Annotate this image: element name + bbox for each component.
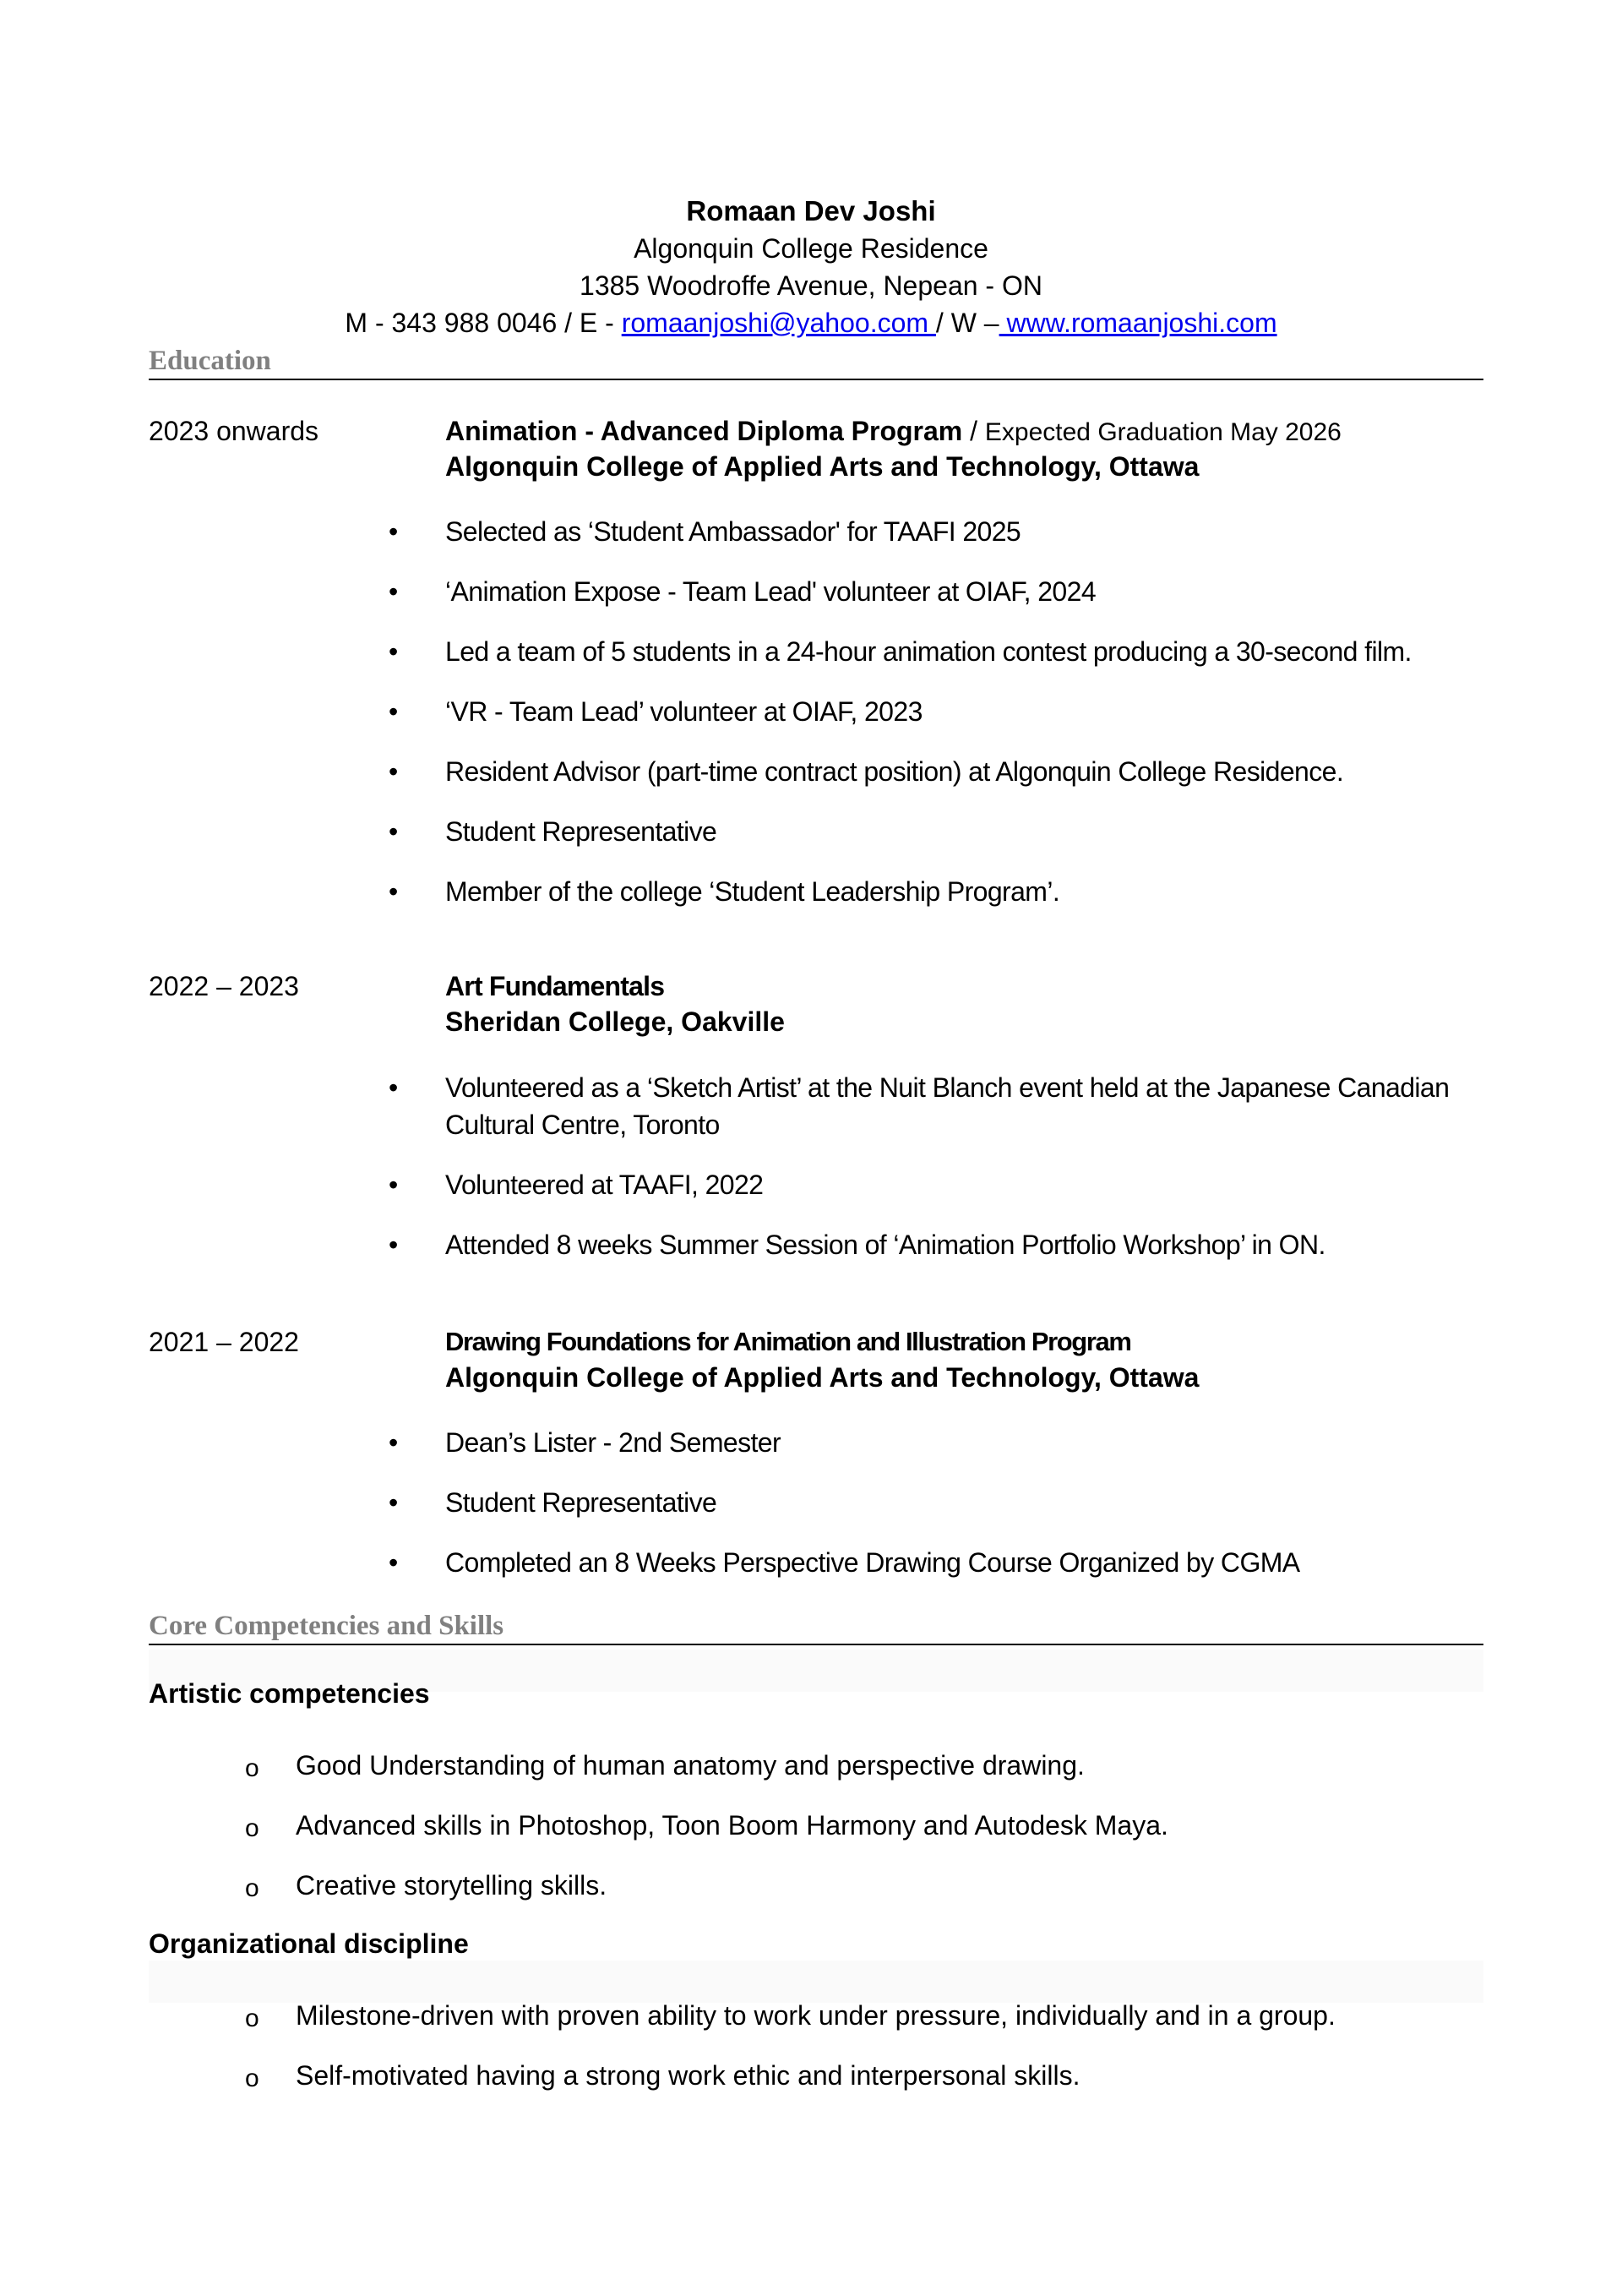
- list-item: o Good Understanding of human anatomy and perspective drawing.: [245, 1747, 1478, 1784]
- list-item: • Completed an 8 Weeks Perspective Drawing Course Organized by CGMA: [389, 1544, 1487, 1581]
- list-item: • Member of the college ‘Student Leadership Program’.: [389, 873, 1487, 910]
- bullet-icon: •: [389, 696, 398, 727]
- bullet-icon: •: [389, 636, 398, 667]
- entry-bullet-list: [389, 1424, 1487, 1581]
- entry-date: 2021 – 2022: [149, 1327, 299, 1357]
- skills-list: [245, 1747, 1478, 1904]
- list-item: o Self-motivated having a strong work ethic and interpersonal skills.: [245, 2057, 1478, 2094]
- program-separator: /: [962, 416, 985, 446]
- bullet-icon: •: [389, 816, 398, 847]
- skills-group-heading: Artistic competencies: [149, 1678, 430, 1709]
- list-item: • Volunteered at TAAFI, 2022: [389, 1166, 1487, 1203]
- list-item: • Led a team of 5 students in a 24-hour animation contest producing a 30-second film.: [389, 633, 1487, 670]
- entry-program: Art Fundamentals: [445, 971, 665, 1001]
- entry-bullet-list: [389, 513, 1487, 910]
- address-line-2: 1385 Woodroffe Avenue, Nepean - ON: [580, 270, 1042, 301]
- bullet-icon: •: [389, 1547, 398, 1578]
- program-name: Animation - Advanced Diploma Program: [445, 416, 963, 446]
- bullet-icon: •: [389, 576, 398, 607]
- circle-bullet-icon: o: [245, 1874, 259, 1902]
- list-item: • ‘Animation Expose - Team Lead' volunteer at OIAF, 2024: [389, 573, 1487, 610]
- bullet-icon: •: [389, 516, 398, 547]
- email-link[interactable]: romaanjoshi@yahoo.com: [621, 308, 936, 338]
- bullet-icon: •: [389, 1170, 398, 1200]
- list-item: • Attended 8 weeks Summer Session of ‘Animation Portfolio Workshop’ in ON.: [389, 1226, 1487, 1263]
- list-item: o Creative storytelling skills.: [245, 1867, 1478, 1904]
- entry-institution: Sheridan College, Oakville: [445, 1006, 785, 1037]
- list-item: o Milestone-driven with proven ability to work under pressure, individually and in a group.: [245, 1997, 1478, 2034]
- list-item: • ‘VR - Team Lead’ volunteer at OIAF, 2023: [389, 693, 1487, 730]
- bullet-icon: •: [389, 1487, 398, 1518]
- bullet-icon: •: [389, 1230, 398, 1260]
- entry-date: 2022 – 2023: [149, 971, 299, 1001]
- bullet-icon: •: [389, 1072, 398, 1103]
- bullet-icon: •: [389, 756, 398, 787]
- list-item: o Advanced skills in Photoshop, Toon Boom Harmony and Autodesk Maya.: [245, 1807, 1478, 1844]
- circle-bullet-icon: o: [245, 1754, 259, 1782]
- contact-phone: M - 343 988 0046 / E -: [345, 308, 622, 338]
- education-section-title: Education: [149, 345, 1483, 380]
- entry-institution: Algonquin College of Applied Arts and Technology, Ottawa: [445, 451, 1200, 482]
- entry-program: Drawing Foundations for Animation and Illustration Program: [445, 1327, 1131, 1356]
- skills-group-heading: Organizational discipline: [149, 1928, 469, 1959]
- list-item: • Student Representative: [389, 813, 1487, 850]
- skills-list: [245, 1997, 1478, 2094]
- list-item: • Resident Advisor (part-time contract position) at Algonquin College Residence.: [389, 753, 1487, 790]
- circle-bullet-icon: o: [245, 2004, 259, 2032]
- bullet-icon: •: [389, 876, 398, 907]
- list-item: • Volunteered as a ‘Sketch Artist’ at the Nuit Blanch event held at the Japanese Canadian Cultural Centre, Toronto: [389, 1069, 1487, 1143]
- resume-header: [0, 193, 1622, 341]
- address-line-1: Algonquin College Residence: [634, 233, 988, 264]
- entry-bullet-list: [389, 1069, 1487, 1263]
- entry-institution: Algonquin College of Applied Arts and Technology, Ottawa: [445, 1362, 1200, 1393]
- website-link[interactable]: www.romaanjoshi.com: [999, 308, 1277, 338]
- circle-bullet-icon: o: [245, 2064, 259, 2092]
- contact-line: [0, 304, 1622, 341]
- list-item: • Student Representative: [389, 1484, 1487, 1521]
- graduation-note: Expected Graduation May 2026: [984, 418, 1342, 446]
- entry-date: 2023 onwards: [149, 416, 319, 446]
- skills-section-title: Core Competencies and Skills: [149, 1610, 1483, 1645]
- list-item: • Selected as ‘Student Ambassador' for TAAFI 2025: [389, 513, 1487, 550]
- candidate-name: Romaan Dev Joshi: [686, 195, 936, 226]
- circle-bullet-icon: o: [245, 1814, 259, 1842]
- bullet-icon: •: [389, 1427, 398, 1458]
- contact-web-prefix: / W –: [935, 308, 999, 338]
- list-item: • Dean’s Lister - 2nd Semester: [389, 1424, 1487, 1461]
- entry-program: [445, 413, 1342, 450]
